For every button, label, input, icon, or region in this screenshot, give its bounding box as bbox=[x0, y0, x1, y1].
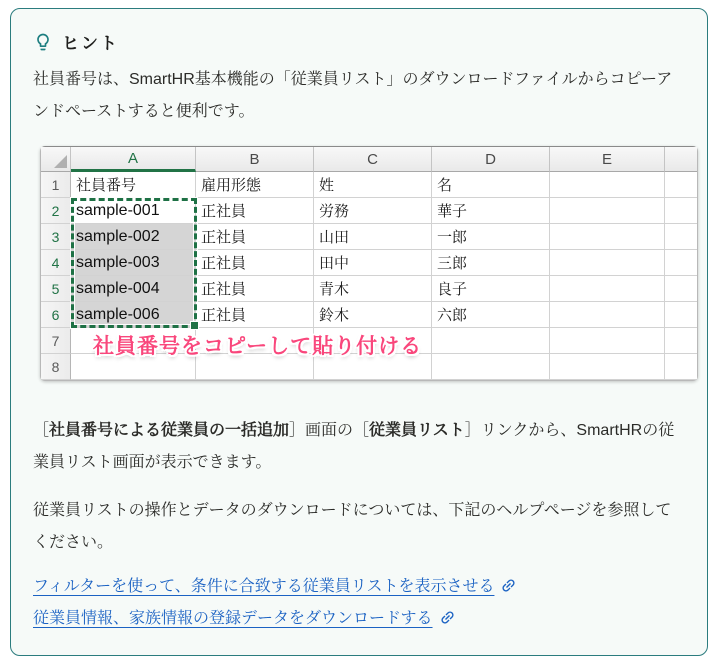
row-header-4: 4 bbox=[41, 250, 71, 276]
paragraph-text: ［ bbox=[33, 422, 50, 439]
chain-link-icon bbox=[500, 577, 517, 594]
row-header-2: 2 bbox=[41, 198, 71, 224]
cell-E4 bbox=[550, 250, 665, 276]
help-page-link-2[interactable] bbox=[33, 603, 689, 635]
paragraph-text: ］画面の［ bbox=[289, 422, 370, 439]
excel-sheet bbox=[40, 146, 698, 381]
cell-D7 bbox=[432, 328, 550, 354]
select-all-corner bbox=[41, 147, 71, 172]
cell-B2: 正社員 bbox=[196, 198, 314, 224]
row-header-8: 8 bbox=[41, 354, 71, 380]
cell-C1: 姓 bbox=[314, 172, 432, 198]
cell-C3: 山田 bbox=[314, 224, 432, 250]
cell-E3 bbox=[550, 224, 665, 250]
ui-label-bold: 社員番号による従業員の一括追加 bbox=[49, 422, 290, 439]
spreadsheet-screenshot bbox=[40, 146, 689, 381]
cell-B5: 正社員 bbox=[196, 276, 314, 302]
column-header-A: A bbox=[71, 147, 196, 172]
hint-callout-box bbox=[10, 8, 708, 656]
cell-A5: sample-004 bbox=[71, 276, 196, 302]
cell-E5 bbox=[550, 276, 665, 302]
cell-A4: sample-003 bbox=[71, 250, 196, 276]
cell-A3: sample-002 bbox=[71, 224, 196, 250]
cell-D5: 良子 bbox=[432, 276, 550, 302]
cell-C5: 青木 bbox=[314, 276, 432, 302]
row-header-1: 1 bbox=[41, 172, 71, 198]
chain-link-icon bbox=[439, 609, 456, 626]
bulk-add-paragraph bbox=[33, 415, 685, 479]
row-header-5: 5 bbox=[41, 276, 71, 302]
annotation-text: 社員番号をコピーして貼り付ける bbox=[93, 335, 423, 358]
row-header-3: 3 bbox=[41, 224, 71, 250]
cell-F8 bbox=[665, 354, 697, 380]
cell-C2: 労務 bbox=[314, 198, 432, 224]
cell-A6: sample-006 bbox=[71, 302, 196, 328]
cell-F6 bbox=[665, 302, 697, 328]
row-header-7: 7 bbox=[41, 328, 71, 354]
column-header-clipped bbox=[665, 147, 697, 172]
cell-F7 bbox=[665, 328, 697, 354]
link-label: 従業員情報、家族情報の登録データをダウンロードする bbox=[33, 610, 433, 627]
cell-E1 bbox=[550, 172, 665, 198]
ui-label-bold: 従業員リスト bbox=[369, 422, 465, 439]
cell-F1 bbox=[665, 172, 697, 198]
help-links bbox=[33, 571, 689, 635]
cell-F5 bbox=[665, 276, 697, 302]
cell-F3 bbox=[665, 224, 697, 250]
cell-D8 bbox=[432, 354, 550, 380]
cell-E8 bbox=[550, 354, 665, 380]
cell-D1: 名 bbox=[432, 172, 550, 198]
cell-B4: 正社員 bbox=[196, 250, 314, 276]
cell-E2 bbox=[550, 198, 665, 224]
cell-B3: 正社員 bbox=[196, 224, 314, 250]
link-label: フィルターを使って、条件に合致する従業員リストを表示させる bbox=[33, 578, 495, 595]
hint-title: ヒント bbox=[62, 34, 119, 53]
column-header-E: E bbox=[550, 147, 665, 172]
lightbulb-icon bbox=[33, 32, 53, 52]
hint-header bbox=[33, 29, 689, 54]
corner-triangle-icon bbox=[54, 155, 67, 168]
cell-C6: 鈴木 bbox=[314, 302, 432, 328]
hint-intro-paragraph: 社員番号は、SmartHR基本機能の「従業員リスト」のダウンロードファイルからコピーアンドペーストすると便利です。 bbox=[33, 71, 673, 120]
help-reference-paragraph: 従業員リストの操作とデータのダウンロードについては、下記のヘルプページを参照してください。 bbox=[33, 502, 672, 551]
cell-A1: 社員番号 bbox=[71, 172, 196, 198]
cell-E7 bbox=[550, 328, 665, 354]
column-header-B: B bbox=[196, 147, 314, 172]
cell-F4 bbox=[665, 250, 697, 276]
cell-D3: 一郎 bbox=[432, 224, 550, 250]
cell-F2 bbox=[665, 198, 697, 224]
row-header-6: 6 bbox=[41, 302, 71, 328]
cell-B6: 正社員 bbox=[196, 302, 314, 328]
column-header-C: C bbox=[314, 147, 432, 172]
help-page-link-1[interactable] bbox=[33, 571, 689, 603]
cell-C4: 田中 bbox=[314, 250, 432, 276]
column-header-D: D bbox=[432, 147, 550, 172]
cell-D6: 六郎 bbox=[432, 302, 550, 328]
cell-D4: 三郎 bbox=[432, 250, 550, 276]
cell-E6 bbox=[550, 302, 665, 328]
cell-A2: sample-001 bbox=[71, 198, 196, 224]
cell-D2: 華子 bbox=[432, 198, 550, 224]
paragraph-text: ］リンクから、SmartHRの従業員リスト画面が表示できます。 bbox=[33, 422, 675, 471]
cell-B1: 雇用形態 bbox=[196, 172, 314, 198]
